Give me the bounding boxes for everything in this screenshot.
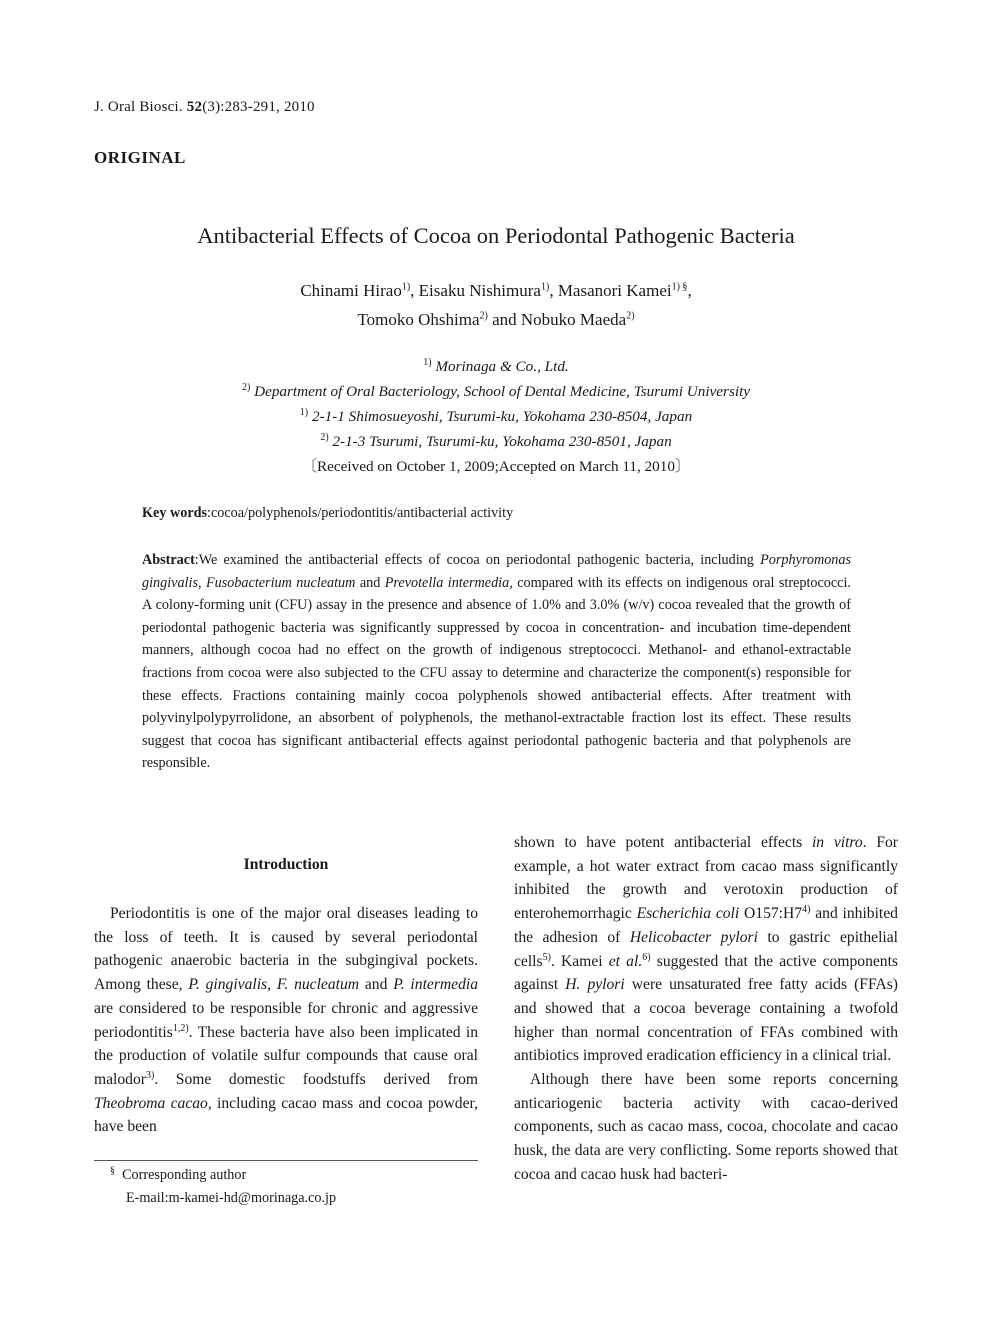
- author-affiliation-mark: 2): [479, 310, 488, 322]
- citation-ref: 4): [802, 903, 811, 915]
- author-affiliation-mark: 1): [540, 281, 550, 293]
- corresponding-author-note: § Corresponding author: [110, 1165, 247, 1183]
- affiliation-line: $^{2)}$ 2‑1‑3 Tsurumi, Tsurumi‑ku, Yokohama 230‑8501, Japan: [320, 431, 672, 450]
- email-address: m‑kamei‑hd@morinaga.co.jp: [168, 1190, 337, 1206]
- paragraph: shown to have potent antibacterial effects in vitro. For example, a hot water extract from cacao mass significantly inhibited the growth and verotoxin production of enterohemorrhagic Escherichia coli O157:H7$^{4)}$ and inhibited the adhesion of Helicobacter pylori to gastric epithelial cells$^{5)}$. Kamei et al.$^{6)}$ suggested that the active components against H. pylori were unsaturated free fatty acids (FFAs) and showed that a cocoa beverage containing a twofold higher than normal concentration of FFAs combined with antibiotics improved eradication efficiency in a clinical trial.: [514, 834, 898, 1065]
- citation-ref: 3): [145, 1069, 155, 1081]
- journal-issue-pages: (3):283‑291, 2010: [202, 99, 315, 115]
- body-column-left: [94, 902, 478, 1139]
- author-name: Tomoko Ohshima: [357, 310, 480, 329]
- footnote: [110, 1164, 336, 1210]
- abstract: Abstract:We examined the antibacterial effects of cocoa on periodontal pathogenic bacteria, including Porphyromonas gingivalis, Fusobacterium nucleatum and Prevotella intermedia, compared with its effects on indigenous oral streptococci. A colony‑forming unit (CFU) assay in the presence and absence of 1.0% and 3.0% (w/v) cocoa revealed that the growth of periodontal pathogenic bacteria was significantly suppressed by cocoa in concentration‑ and incubation time‑dependent manners, although cocoa had no effect on the growth of indigenous streptococci. Methanol‑ and ethanol‑extractable fractions from cocoa were also subjected to the CFU assay to determine and characterize the component(s) responsible for these effects. Fractions containing mainly cocoa polyphenols showed antibacterial effects. After treatment with polyvinylpolypyrrolidone, an absorbent of polyphenols, the methanol‑extractable fraction lost its effect. These results suggest that cocoa has significant antibacterial effects against periodontal pathogenic bacteria and that polyphenols are responsible.: [142, 552, 851, 772]
- author-affiliation-mark: 1) §: [671, 281, 688, 293]
- paper-title: Antibacterial Effects of Cocoa on Periodontal Pathogenic Bacteria: [197, 223, 795, 248]
- keywords-label: Key words: [142, 505, 208, 521]
- body-column-right: [514, 831, 898, 1187]
- citation-ref: 6): [642, 951, 651, 963]
- author-affiliation-mark: 1): [401, 281, 411, 293]
- author-name: Masanori Kamei: [557, 281, 672, 300]
- author-separator: ,: [410, 281, 419, 300]
- affiliation-line: $^{1)}$ Morinaga & Co., Ltd.: [423, 356, 569, 375]
- author-list: [0, 276, 992, 334]
- journal-citation: [94, 99, 315, 116]
- abstract-label: Abstract: [142, 552, 195, 568]
- keywords: [142, 505, 513, 522]
- author-separator: and: [487, 310, 521, 329]
- author-name: Nobuko Maeda: [520, 310, 627, 329]
- article-type-label: ORIGINAL: [94, 148, 186, 167]
- author-line-2: [0, 305, 992, 334]
- email-label: E‑mail:: [126, 1190, 169, 1206]
- affiliations: [0, 354, 992, 479]
- keywords-text: :cocoa/polyphenols/periodontitis/antibacterial activity: [207, 505, 514, 521]
- affiliation-line: $^{2)}$ Department of Oral Bacteriology, School of Dental Medicine, Tsurumi University: [241, 381, 751, 400]
- affiliation-line: $^{1)}$ 2‑1‑1 Shimosueyoshi, Tsurumi‑ku, Yokohama 230‑8504, Japan: [299, 406, 693, 425]
- section-heading-introduction: Introduction: [243, 856, 329, 873]
- paragraph: Periodontitis is one of the major oral diseases leading to the loss of teeth. It is caused by several periodontal pathogenic anaerobic bacteria in the subgingival pockets. Among these, P. gingivalis, F. nucleatum and P. intermedia are considered to be responsible for chronic and aggressive periodontitis$^{1,2)}$. These bacteria have also been implicated in the production of volatile sulfur compounds that cause oral malodor$^{3)}$. Some domestic foodstuffs derived from Theobroma cacao, including cacao mass and cocoa powder, have been: [94, 905, 478, 1136]
- author-name: Eisaku Nishimura: [418, 281, 541, 300]
- journal-volume: 52: [186, 99, 203, 115]
- citation-ref: 1,2): [172, 1022, 189, 1034]
- footnote-mark: §: [110, 1165, 115, 1177]
- corresponding-email-line: [110, 1187, 336, 1210]
- author-affiliation-mark: 2): [626, 310, 635, 322]
- citation-ref: 5): [542, 951, 551, 963]
- author-line-1: [0, 276, 992, 305]
- received-dates: 〔Received on October 1, 2009;Accepted on March 11, 2010〕: [301, 458, 691, 475]
- author-separator: ,: [549, 281, 558, 300]
- footnote-divider: [94, 1160, 478, 1161]
- author-name: Chinami Hirao: [300, 281, 402, 300]
- author-separator: ,: [687, 281, 692, 300]
- paragraph: Although there have been some reports concerning anticariogenic bacteria activity with cacao‑derived components, such as cacao mass, cocoa, chocolate and cacao husk, the data are very conflicting. Some reports showed that cocoa and cacao husk had bacteri-: [514, 1071, 898, 1183]
- journal-name: J. Oral Biosci.: [94, 99, 183, 115]
